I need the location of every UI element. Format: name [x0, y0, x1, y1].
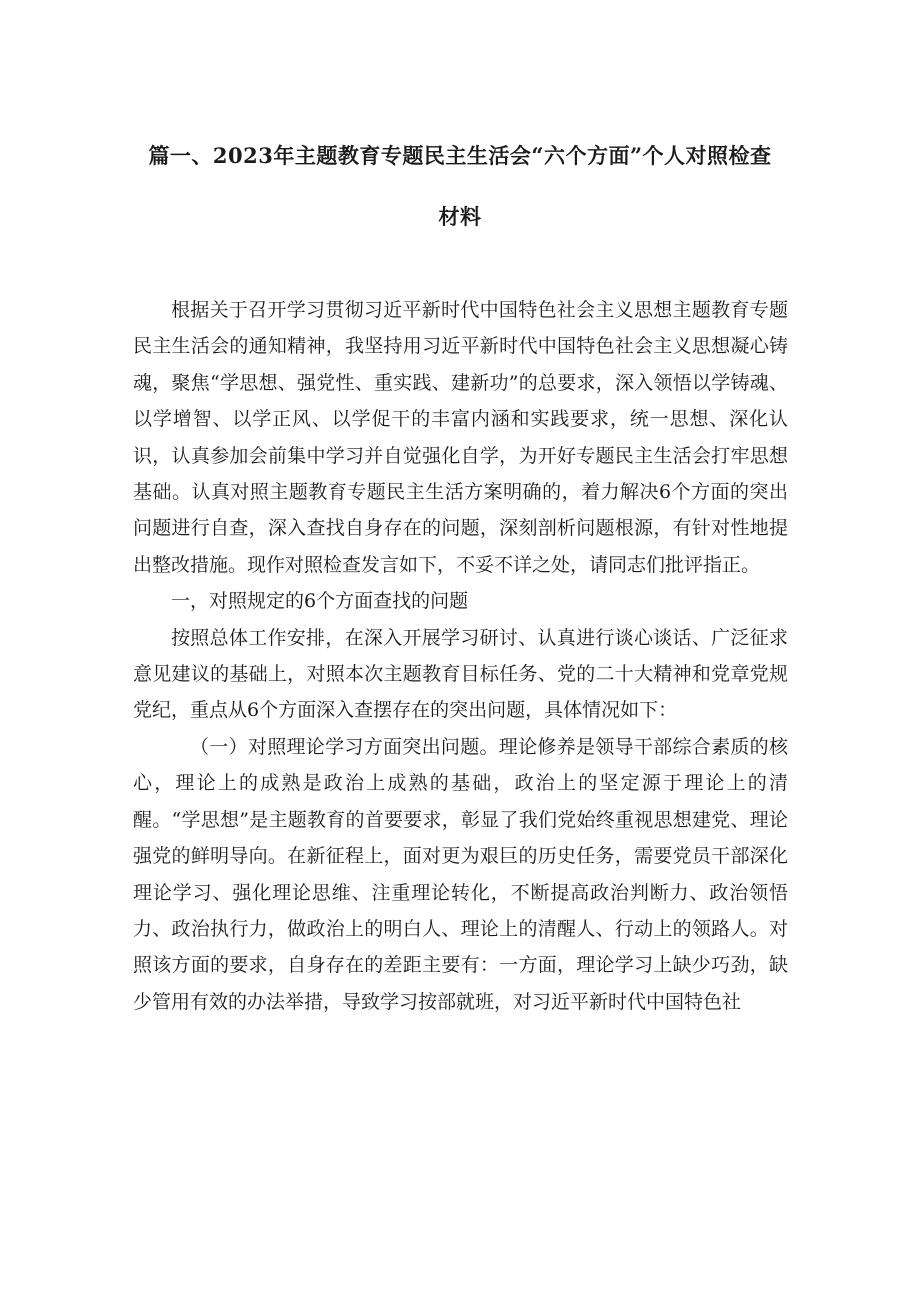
document-body	[133, 292, 788, 1020]
document-title-line-2: 材料	[438, 204, 482, 229]
paragraph-theory-study: （一）对照理论学习方面突出问题。理论修养是领导干部综合素质的核心，理论上的成熟是政治上成熟的基础，政治上的坚定源于理论上的清醒。“学思想”是主题教育的首要要求，彰显了我们党始终重视思想建党、理论强党的鲜明导向。在新征程上，面对更为艰巨的历史任务，需要党员干部深化理论学习、强化理论思维、注重理论转化，不断提高政治判断力、政治领悟力、政治执行力，做政治上的明白人、理论上的清醒人、行动上的领路人。对照该方面的要求，自身存在的差距主要有：一方面，理论学习上缺少巧劲，缺少管用有效的办法举措，导致学习按部就班，对习近平新时代中国特色社	[133, 735, 788, 1013]
document-title-line-1: 篇一、2023年主题教育专题民主生活会“六个方面”个人对照检查	[148, 143, 772, 168]
paragraph-overview: 按照总体工作安排，在深入开展学习研讨、认真进行谈心谈话、广泛征求意见建议的基础上，对照本次主题教育目标任务、党的二十大精神和党章党规党纪，重点从6个方面深入查摆存在的突出问题，具体情况如下：	[133, 626, 788, 722]
paragraph-intro: 根据关于召开学习贯彻习近平新时代中国特色社会主义思想主题教育专题民主生活会的通知精神，我坚持用习近平新时代中国特色社会主义思想凝心铸魂，聚焦“学思想、强党性、重实践、建新功”的总要求，深入领悟以学铸魂、以学增智、以学正风、以学促干的丰富内涵和实践要求，统一思想、深化认识，认真参加会前集中学习并自觉强化自学，为开好专题民主生活会打牢思想基础。认真对照主题教育专题民主生活方案明确的，着力解决6个方面的突出问题进行自查，深入查找自身存在的问题，深刻剖析问题根源，有针对性地提出整改措施。现作对照检查发言如下，不妥不详之处，请同志们批评指正。	[133, 299, 788, 576]
section-heading-1: 一，对照规定的6个方面查找的问题	[171, 590, 469, 613]
